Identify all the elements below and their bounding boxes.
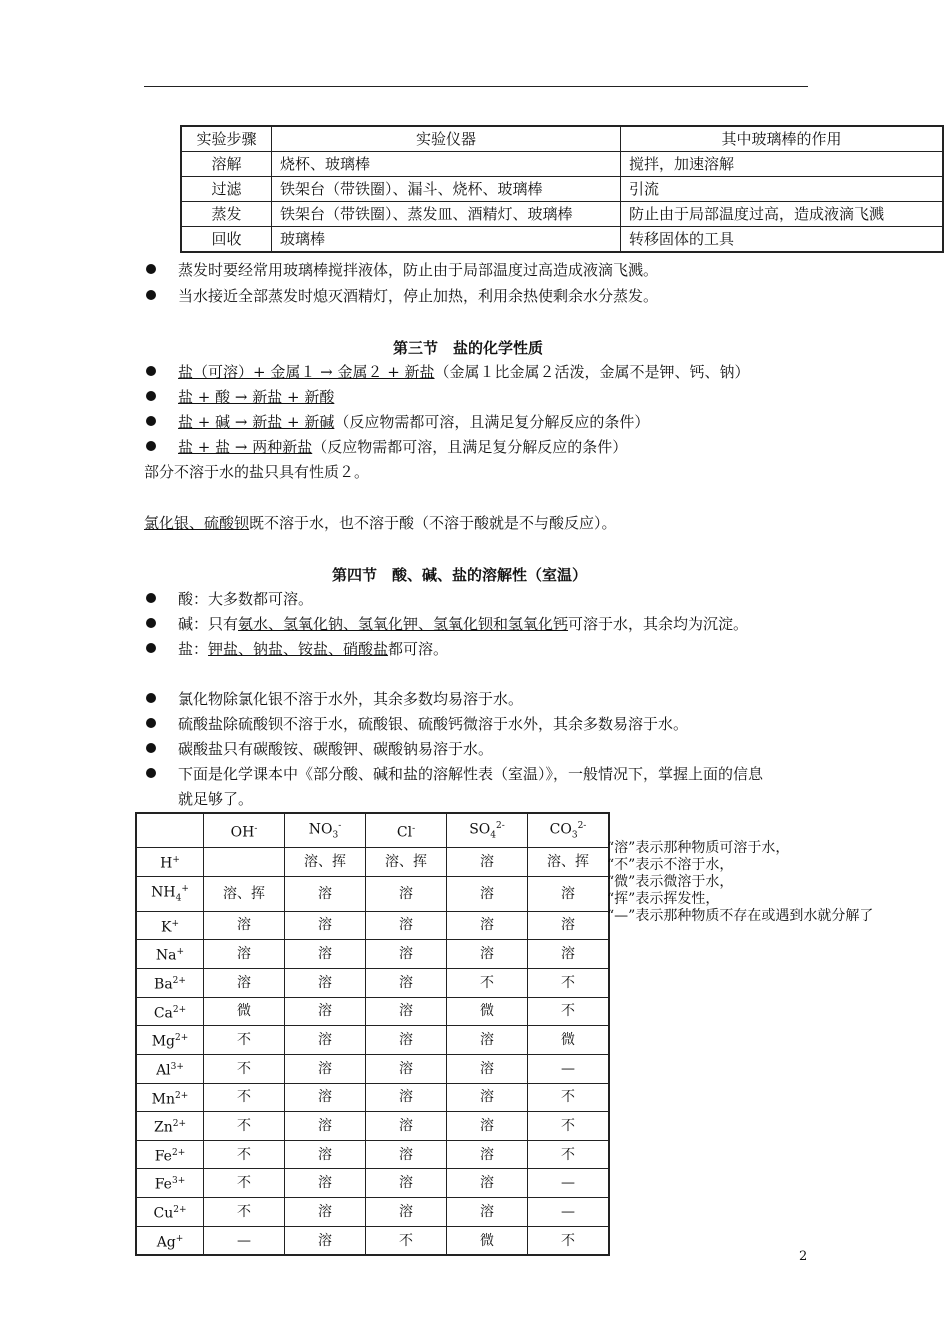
paragraph: 氯化银、硫酸钡既不溶于水，也不溶于酸（不溶于酸就是不与酸反应）。 <box>144 514 617 532</box>
cation-label: $Al^{3+}$ <box>136 1054 204 1083</box>
solubility-cell: 溶 <box>366 1140 447 1169</box>
bullet-dot-icon <box>146 416 156 426</box>
solubility-cell: 溶 <box>366 1026 447 1055</box>
bullet-item: 氯化物除氯化银不溶于水外，其余多数均易溶于水。 <box>146 688 523 710</box>
table-cell: 回收 <box>181 227 272 253</box>
table-cell: 烧杯、玻璃棒 <box>272 152 621 177</box>
bullet-dot-icon <box>146 366 156 376</box>
table-row <box>136 1083 609 1112</box>
table-cell: 铁架台（带铁圈）、蒸发皿、酒精灯、玻璃棒 <box>272 202 621 227</box>
bullet-dot-icon <box>146 290 156 300</box>
table-row <box>136 1140 609 1169</box>
table-row <box>181 227 943 253</box>
table-row <box>136 968 609 997</box>
cation-label: $Ca^{2+}$ <box>136 997 204 1026</box>
bullet-dot-icon <box>146 643 156 653</box>
solubility-cell: 溶 <box>366 940 447 969</box>
anion-header: $CO_3^{2-}$ <box>528 813 610 848</box>
solubility-cell: 微 <box>204 997 285 1026</box>
cation-label: $Zn^{2+}$ <box>136 1112 204 1141</box>
table-row <box>181 202 943 227</box>
table-cell: 过滤 <box>181 177 272 202</box>
table-cell: 蒸发 <box>181 202 272 227</box>
bullet-item: 硫酸盐除硫酸钡不溶于水，硫酸银、硫酸钙微溶于水外，其余多数易溶于水。 <box>146 713 688 735</box>
table-row <box>136 877 609 911</box>
table-row <box>136 940 609 969</box>
solubility-cell: 不 <box>528 1140 610 1169</box>
bullet-dot-icon <box>146 743 156 753</box>
bullet-item: 酸：大多数都可溶。 <box>146 588 313 610</box>
legend-item: “微”表示微溶于水， <box>607 874 734 890</box>
solubility-cell: 溶 <box>285 877 366 911</box>
solubility-cell: 溶、挥 <box>528 848 610 877</box>
table-row <box>136 997 609 1026</box>
solubility-cell: 溶 <box>285 1083 366 1112</box>
solubility-cell: 溶 <box>366 1198 447 1227</box>
bullet-dot-icon <box>146 693 156 703</box>
anion-header: Cl- <box>366 813 447 848</box>
solubility-cell: — <box>204 1226 285 1255</box>
solubility-cell: 溶 <box>285 997 366 1026</box>
section-title: 第三节 盐的化学性质 <box>393 339 544 357</box>
solubility-cell: 不 <box>528 968 610 997</box>
cation-label: $Fe^{2+}$ <box>136 1140 204 1169</box>
solubility-cell: 不 <box>366 1226 447 1255</box>
cation-label: H+ <box>136 848 204 877</box>
solubility-cell: 微 <box>447 1226 528 1255</box>
paragraph: 就足够了。 <box>178 790 254 808</box>
table-row <box>136 1198 609 1227</box>
anion-header: $SO_4^{2-}$ <box>447 813 528 848</box>
bullet-item: 盐 + 盐 → 两种新盐（反应物需都可溶，且满足复分解反应的条件） <box>146 436 627 458</box>
solubility-cell: 溶 <box>447 1140 528 1169</box>
table-row <box>136 1054 609 1083</box>
cation-label: $Mg^{2+}$ <box>136 1026 204 1055</box>
solubility-cell: 溶、挥 <box>285 848 366 877</box>
solubility-cell: 溶 <box>447 1083 528 1112</box>
table-corner-cell <box>136 813 204 848</box>
header-rule <box>144 86 808 87</box>
solubility-cell: 溶 <box>285 1026 366 1055</box>
solubility-cell: 溶 <box>366 1169 447 1198</box>
solubility-cell: 溶 <box>366 968 447 997</box>
bullet-item: 下面是化学课本中《部分酸、碱和盐的溶解性表（室温）》，一般情况下，掌握上面的信息 <box>146 763 763 785</box>
solubility-cell: 溶 <box>447 848 528 877</box>
table-row <box>181 177 943 202</box>
solubility-cell: 溶 <box>204 940 285 969</box>
bullet-dot-icon <box>146 391 156 401</box>
solubility-cell: 溶 <box>366 997 447 1026</box>
solubility-cell: — <box>528 1198 610 1227</box>
table-cell: 转移固体的工具 <box>621 227 944 253</box>
solubility-cell: 溶 <box>528 877 610 911</box>
legend-item: “不”表示不溶于水， <box>607 857 734 873</box>
solubility-cell: 溶 <box>447 1054 528 1083</box>
table-row <box>136 1169 609 1198</box>
legend-item: “—”表示那种物质不存在或遇到水就分解了 <box>607 908 874 924</box>
solubility-cell: 不 <box>204 1112 285 1141</box>
bullet-item: 当水接近全部蒸发时熄灭酒精灯，停止加热，利用余热使剩余水分蒸发。 <box>146 285 658 307</box>
solubility-cell: 溶 <box>285 1226 366 1255</box>
solubility-cell: 溶 <box>285 968 366 997</box>
solubility-cell: 溶 <box>285 1140 366 1169</box>
bullet-item: 盐（可溶）+ 金属１ → 金属２ + 新盐（金属１比金属２活泼，金属不是钾、钙、钠） <box>146 361 750 383</box>
solubility-cell: 溶 <box>447 877 528 911</box>
solubility-cell: 溶 <box>528 940 610 969</box>
solubility-cell: 溶 <box>447 911 528 940</box>
bullet-item: 盐 + 酸 → 新盐 + 新酸 <box>146 386 334 408</box>
solubility-table <box>135 812 610 1256</box>
solubility-cell: 不 <box>528 1226 610 1255</box>
table-header-row <box>136 813 609 848</box>
bullet-item: 蒸发时要经常用玻璃棒搅拌液体，防止由于局部温度过高造成液滴飞溅。 <box>146 259 658 281</box>
table-header-cell: 其中玻璃棒的作用 <box>621 126 944 152</box>
bullet-dot-icon <box>146 768 156 778</box>
solubility-cell: 不 <box>204 1054 285 1083</box>
cation-label: $Ba^{2+}$ <box>136 968 204 997</box>
solubility-cell: 溶 <box>447 1112 528 1141</box>
solubility-cell <box>204 848 285 877</box>
solubility-cell: 溶、挥 <box>204 877 285 911</box>
solubility-cell: 微 <box>447 997 528 1026</box>
solubility-cell: 溶 <box>285 940 366 969</box>
experiment-table <box>180 125 944 253</box>
cation-label: $Fe^{3+}$ <box>136 1169 204 1198</box>
solubility-cell: 不 <box>528 1112 610 1141</box>
solubility-cell: 溶 <box>204 911 285 940</box>
cation-label: $NH_4^+$ <box>136 877 204 911</box>
solubility-cell: 溶 <box>366 1083 447 1112</box>
bullet-item: 碱：只有氨水、氢氧化钠、氢氧化钾、氢氧化钡和氢氧化钙可溶于水，其余均为沉淀。 <box>146 613 748 635</box>
bullet-item: 碳酸盐只有碳酸铵、碳酸钾、碳酸钠易溶于水。 <box>146 738 493 760</box>
solubility-cell: 溶、挥 <box>366 848 447 877</box>
solubility-cell: 不 <box>204 1026 285 1055</box>
cation-label: K+ <box>136 911 204 940</box>
bullet-dot-icon <box>146 264 156 274</box>
solubility-cell: 溶 <box>447 1198 528 1227</box>
page-number: 2 <box>799 1249 808 1264</box>
bullet-dot-icon <box>146 618 156 628</box>
table-row <box>136 1226 609 1255</box>
solubility-cell: 溶 <box>285 1198 366 1227</box>
table-row <box>136 1112 609 1141</box>
table-row <box>136 911 609 940</box>
solubility-cell: 溶 <box>366 1112 447 1141</box>
table-cell: 铁架台（带铁圈）、漏斗、烧杯、玻璃棒 <box>272 177 621 202</box>
section-title: 第四节 酸、碱、盐的溶解性（室温） <box>332 566 588 584</box>
solubility-cell: 溶 <box>447 1026 528 1055</box>
bullet-dot-icon <box>146 718 156 728</box>
solubility-cell: 溶 <box>285 1169 366 1198</box>
solubility-cell: — <box>528 1169 610 1198</box>
table-cell: 溶解 <box>181 152 272 177</box>
cation-label: Na+ <box>136 940 204 969</box>
solubility-cell: 溶 <box>366 1054 447 1083</box>
legend-item: “挥”表示挥发性， <box>607 891 720 907</box>
legend-item: “溶”表示那种物质可溶于水， <box>607 840 790 856</box>
solubility-cell: 溶 <box>366 911 447 940</box>
table-cell: 搅拌，加速溶解 <box>621 152 944 177</box>
table-cell: 玻璃棒 <box>272 227 621 253</box>
table-cell: 引流 <box>621 177 944 202</box>
paragraph: 部分不溶于水的盐只具有性质２。 <box>144 463 370 481</box>
solubility-cell: 不 <box>528 997 610 1026</box>
solubility-cell: 微 <box>528 1026 610 1055</box>
solubility-cell: — <box>528 1054 610 1083</box>
bullet-dot-icon <box>146 593 156 603</box>
bullet-item: 盐 + 碱 → 新盐 + 新碱（反应物需都可溶，且满足复分解反应的条件） <box>146 411 649 433</box>
legend <box>607 840 873 925</box>
solubility-cell: 不 <box>204 1140 285 1169</box>
solubility-cell: 溶 <box>366 877 447 911</box>
solubility-cell: 溶 <box>204 968 285 997</box>
table-header-row <box>181 126 943 152</box>
solubility-cell: 溶 <box>285 1112 366 1141</box>
solubility-cell: 不 <box>204 1083 285 1112</box>
cation-label: $Mn^{2+}$ <box>136 1083 204 1112</box>
table-row <box>136 848 609 877</box>
bullet-dot-icon <box>146 441 156 451</box>
table-row <box>136 1026 609 1055</box>
solubility-cell: 溶 <box>447 940 528 969</box>
table-header-cell: 实验步骤 <box>181 126 272 152</box>
table-cell: 防止由于局部温度过高，造成液滴飞溅 <box>621 202 944 227</box>
anion-header: OH- <box>204 813 285 848</box>
anion-header: $NO_3^-$ <box>285 813 366 848</box>
solubility-cell: 不 <box>204 1169 285 1198</box>
cation-label: $Cu^{2+}$ <box>136 1198 204 1227</box>
table-row <box>181 152 943 177</box>
table-header-cell: 实验仪器 <box>272 126 621 152</box>
solubility-cell: 不 <box>528 1083 610 1112</box>
solubility-cell: 不 <box>204 1198 285 1227</box>
bullet-item: 盐：钾盐、钠盐、铵盐、硝酸盐都可溶。 <box>146 638 448 660</box>
solubility-cell: 不 <box>447 968 528 997</box>
solubility-cell: 溶 <box>447 1169 528 1198</box>
solubility-cell: 溶 <box>285 1054 366 1083</box>
solubility-cell: 溶 <box>285 911 366 940</box>
cation-label: Ag+ <box>136 1226 204 1255</box>
solubility-cell: 溶 <box>528 911 610 940</box>
